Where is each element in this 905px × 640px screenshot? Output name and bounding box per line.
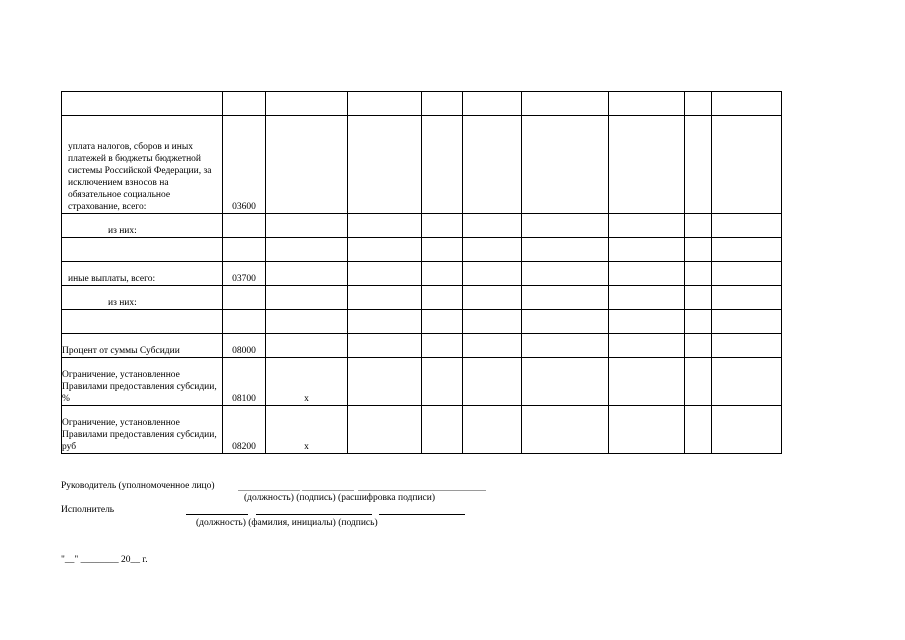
row-value-cell (348, 262, 422, 286)
executor-name-line (256, 514, 372, 515)
row-value-cell (266, 310, 348, 334)
row-value-cell (463, 310, 522, 334)
row-value-cell (522, 286, 609, 310)
row-value-cell (712, 406, 782, 454)
table-row (62, 334, 782, 358)
row-value-cell (348, 92, 422, 116)
row-value-cell (685, 334, 712, 358)
row-value-cell (522, 358, 609, 406)
row-value-cell (463, 262, 522, 286)
row-value-cell (463, 92, 522, 116)
row-value-cell (348, 358, 422, 406)
row-value-cell (463, 116, 522, 214)
row-value-cell (522, 116, 609, 214)
row-label-cell: из них: (62, 286, 223, 310)
row-value-cell (348, 116, 422, 214)
row-label-cell: Ограничение, установленное Правилами предоставления субсидии, % (62, 358, 223, 406)
row-label-cell: уплата налогов, сборов и иных платежей в бюджеты бюджетной системы Российской Федерации, за исключением взносов на обязательное социальное страхование, всего: (62, 116, 223, 214)
row-value-cell: x (266, 358, 348, 406)
row-code-cell (223, 214, 266, 238)
head-label: Руководитель (уполномоченное лицо) (61, 481, 215, 491)
row-code-cell: 03700 (223, 262, 266, 286)
row-code-cell: 08100 (223, 358, 266, 406)
head-name-line (358, 490, 486, 491)
row-value-cell (609, 262, 685, 286)
table-row (62, 286, 782, 310)
row-value-cell (522, 334, 609, 358)
row-value-cell (712, 310, 782, 334)
row-value-cell (712, 238, 782, 262)
row-value-cell (266, 238, 348, 262)
row-value-cell (685, 286, 712, 310)
row-value-cell (348, 406, 422, 454)
row-value-cell (422, 238, 463, 262)
table-row (62, 262, 782, 286)
executor-captions: (должность) (фамилия, инициалы) (подпись) (196, 518, 378, 528)
row-value-cell (609, 286, 685, 310)
row-value-cell (609, 310, 685, 334)
row-code-cell: 03600 (223, 116, 266, 214)
row-label-cell: Процент от суммы Субсидии (62, 334, 223, 358)
row-value-cell (712, 214, 782, 238)
row-label-cell: Ограничение, установленное Правилами предоставления субсидии, руб (62, 406, 223, 454)
row-value-cell (685, 214, 712, 238)
row-value-cell: x (266, 406, 348, 454)
row-value-cell (712, 92, 782, 116)
executor-signature-line (379, 514, 465, 515)
row-value-cell (266, 286, 348, 310)
row-value-cell (422, 214, 463, 238)
row-value-cell (685, 238, 712, 262)
row-value-cell (266, 116, 348, 214)
table-row (62, 310, 782, 334)
head-captions: (должность) (подпись) (расшифровка подписи) (244, 493, 436, 503)
row-label-cell: иные выплаты, всего: (62, 262, 223, 286)
row-value-cell (422, 406, 463, 454)
row-value-cell (422, 358, 463, 406)
row-value-cell (609, 214, 685, 238)
row-value-cell (348, 214, 422, 238)
row-value-cell (463, 334, 522, 358)
row-value-cell (685, 116, 712, 214)
row-value-cell (422, 262, 463, 286)
row-value-cell (266, 92, 348, 116)
row-value-cell (609, 406, 685, 454)
row-label-cell (62, 92, 223, 116)
row-value-cell (266, 262, 348, 286)
row-value-cell (422, 286, 463, 310)
report-table (61, 91, 782, 454)
table-row (62, 358, 782, 406)
row-value-cell (685, 358, 712, 406)
head-position-line (238, 490, 300, 491)
row-value-cell (463, 286, 522, 310)
row-value-cell (685, 310, 712, 334)
row-value-cell (609, 116, 685, 214)
row-value-cell (522, 262, 609, 286)
row-code-cell: 08000 (223, 334, 266, 358)
row-value-cell (522, 406, 609, 454)
executor-position-line (186, 514, 248, 515)
row-value-cell (266, 334, 348, 358)
row-value-cell (422, 92, 463, 116)
row-value-cell (522, 310, 609, 334)
row-value-cell (685, 92, 712, 116)
row-value-cell (463, 358, 522, 406)
row-value-cell (348, 310, 422, 334)
row-value-cell (609, 92, 685, 116)
date-line: "__" ________ 20__ г. (61, 555, 148, 565)
row-value-cell (712, 358, 782, 406)
table-row (62, 406, 782, 454)
row-value-cell (422, 310, 463, 334)
row-value-cell (522, 92, 609, 116)
row-value-cell (712, 334, 782, 358)
row-value-cell (348, 238, 422, 262)
row-value-cell (609, 238, 685, 262)
table-row (62, 92, 782, 116)
table-row (62, 214, 782, 238)
executor-label: Исполнитель (61, 505, 115, 515)
row-value-cell (463, 238, 522, 262)
row-label-cell (62, 238, 223, 262)
row-value-cell (522, 238, 609, 262)
row-value-cell (422, 116, 463, 214)
row-code-cell (223, 92, 266, 116)
row-value-cell (348, 286, 422, 310)
row-value-cell (463, 214, 522, 238)
row-value-cell (463, 406, 522, 454)
row-value-cell (522, 214, 609, 238)
table-row (62, 238, 782, 262)
row-code-cell: 08200 (223, 406, 266, 454)
row-value-cell (685, 406, 712, 454)
row-value-cell (348, 334, 422, 358)
row-label-cell (62, 310, 223, 334)
row-code-cell (223, 238, 266, 262)
row-value-cell (609, 334, 685, 358)
head-signature-line (302, 490, 354, 491)
row-value-cell (712, 262, 782, 286)
row-label-cell: из них: (62, 214, 223, 238)
row-code-cell (223, 286, 266, 310)
row-value-cell (422, 334, 463, 358)
table-row (62, 116, 782, 214)
row-code-cell (223, 310, 266, 334)
row-value-cell (609, 358, 685, 406)
row-value-cell (712, 116, 782, 214)
row-value-cell (712, 286, 782, 310)
row-value-cell (266, 214, 348, 238)
row-value-cell (685, 262, 712, 286)
